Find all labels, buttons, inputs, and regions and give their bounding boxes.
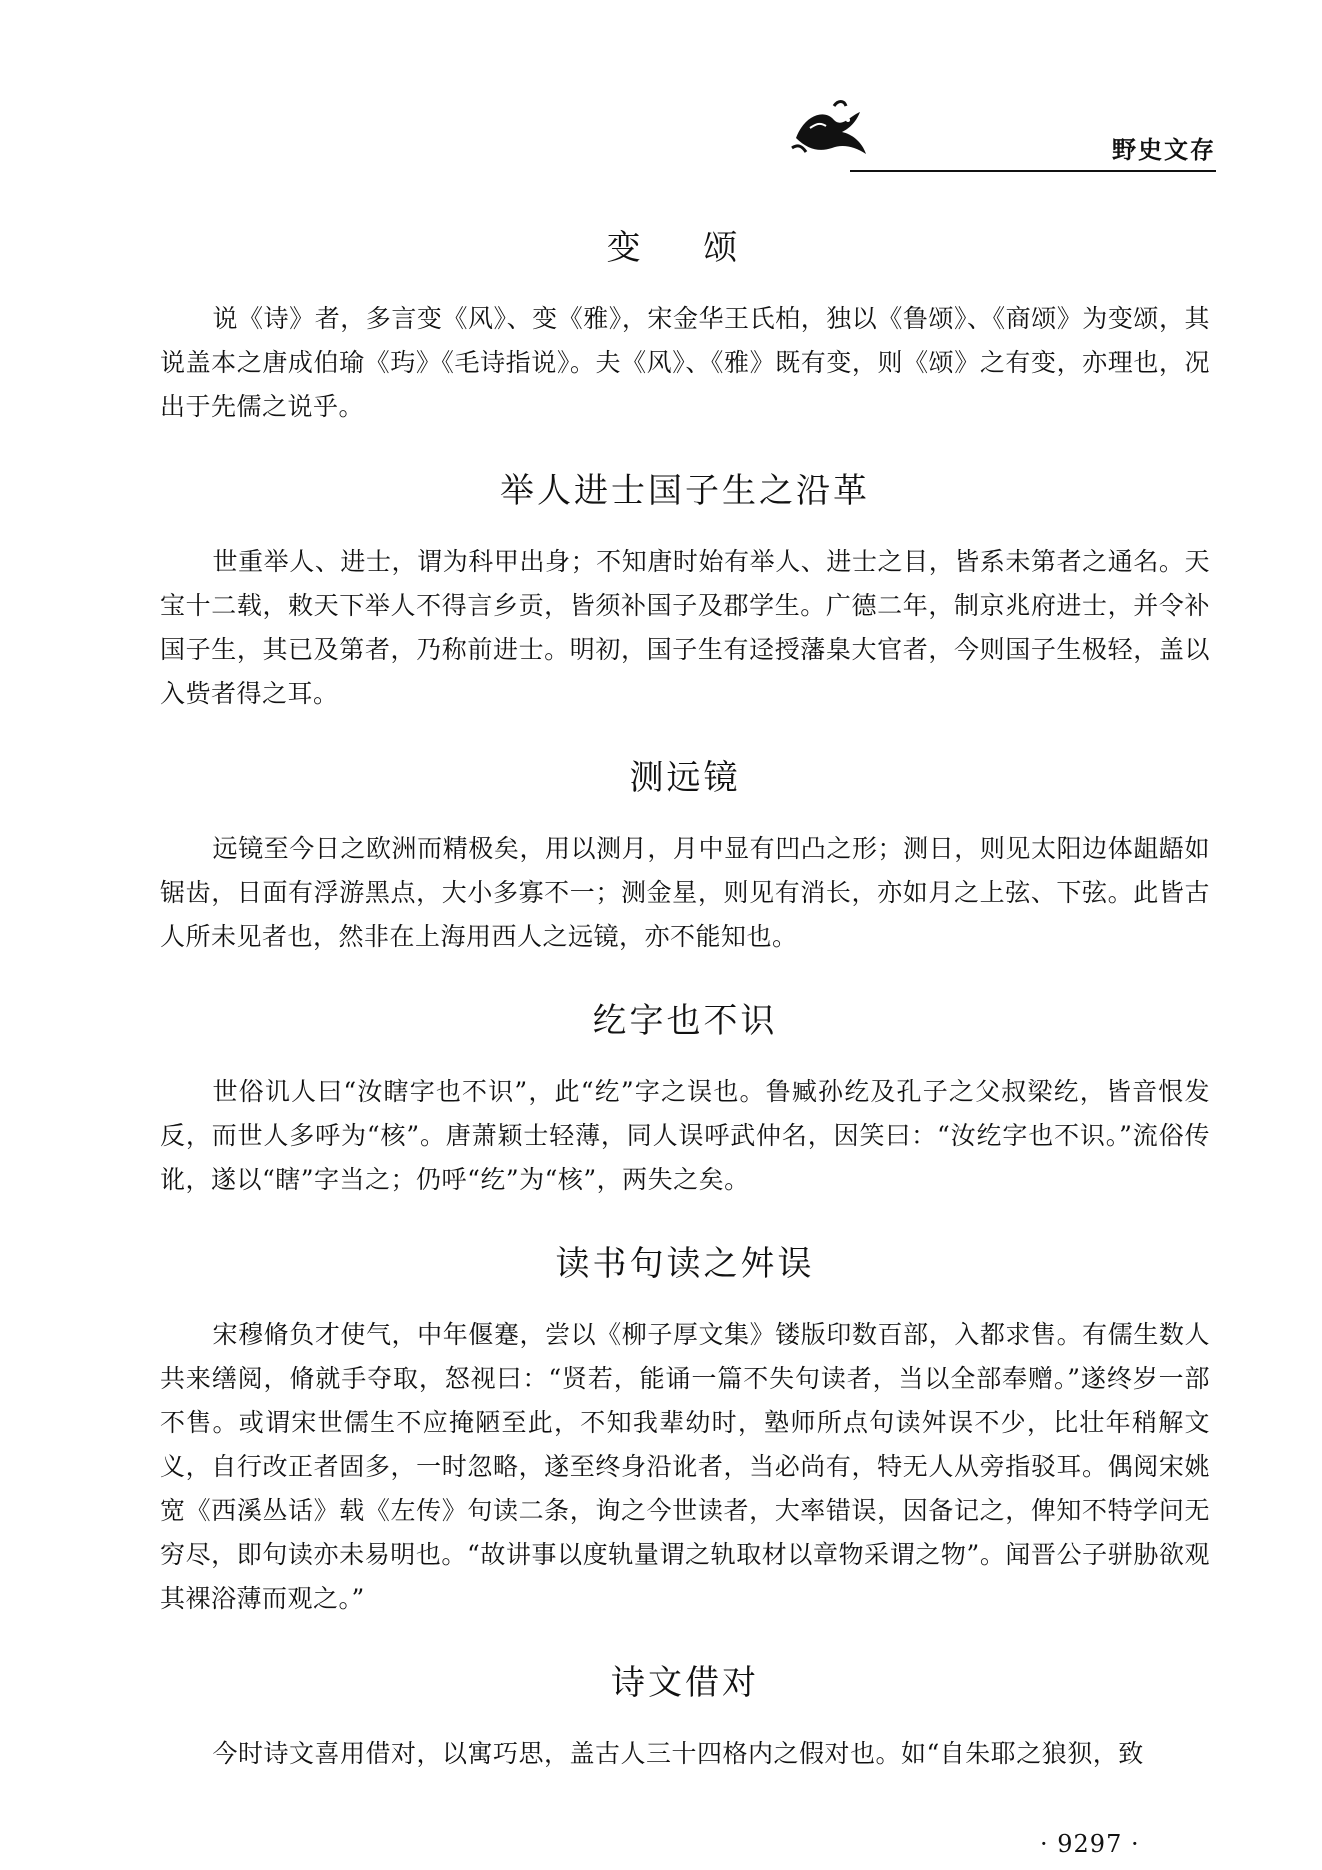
page-number: · 9297 · [1040, 1830, 1140, 1858]
section-paragraph: 世重举人、进士，谓为科甲出身；不知唐时始有举人、进士之目，皆系未第者之通名。天宝十二载，敕天下举人不得言乡贡，皆须补国子及郡学生。广德二年，制京兆府进士，并令补国子生，其已及第者，乃称前进士。明初，国子生有迳授藩臬大官者，今则国子生极轻，盖以入赀者得之耳。 [160, 547, 1210, 708]
section-title: 纥字也不识 [592, 1001, 778, 1041]
section-paragraph: 说《诗》者，多言变《风》、变《雅》，宋金华王氏柏，独以《鲁颂》、《商颂》为变颂，其说盖本之唐成伯瑜《玙》《毛诗指说》。夫《风》、《雅》既有变，则《颂》之有变，亦理也，况出于先儒之说乎。 [160, 304, 1210, 421]
section [160, 750, 1210, 959]
section-paragraph: 远镜至今日之欧洲而精极矣，用以测月，月中显有凹凸之形；测日，则见太阳边体龃龉如锯齿，日面有浮游黑点，大小多寡不一；测金星，则见有消长，亦如月之上弦、下弦。此皆古人所未见者也，然非在上海用西人之远镜，亦不能知也。 [160, 834, 1210, 951]
section [160, 993, 1210, 1202]
section [160, 1655, 1210, 1776]
section [160, 463, 1210, 716]
section-title: 变 颂 [606, 228, 764, 268]
section-paragraph: 宋穆脩负才使气，中年偃蹇，尝以《柳子厚文集》镂版印数百部，入都求售。有儒生数人共来缮阅，脩就手夺取，怒视曰：“贤若，能诵一篇不失句读者，当以全部奉赠。”遂终岁一部不售。或谓宋世儒生不应掩陋至此，不知我辈幼时，塾师所点句读舛误不少，比壮年稍解文义，自行改正者固多，一时忽略，遂至终身沿讹者，当必尚有，特无人从旁指驳耳。偶阅宋姚宽《西溪丛话》载《左传》句读二条，询之今世读者，大率错误，因备记之，俾知不特学问无穷尽，即句读亦未易明也。“故讲事以度轨量谓之轨取材以章物采谓之物”。闻晋公子骈胁欲观其裸浴薄而观之。” [160, 1320, 1210, 1613]
section-title: 测远镜 [629, 758, 741, 798]
page-body [160, 220, 1210, 1810]
section [160, 220, 1210, 429]
section [160, 1236, 1210, 1621]
section-title: 读书句读之舛误 [555, 1244, 815, 1284]
header-rule [850, 170, 1216, 172]
section-title: 诗文借对 [611, 1663, 759, 1703]
section-paragraph: 世俗讥人曰“汝瞎字也不识”，此“纥”字之误也。鲁臧孙纥及孔子之父叔梁纥，皆音恨发反，而世人多呼为“核”。唐萧颖士轻薄，同人误呼武仲名，因笑曰：“汝纥字也不识。”流俗传讹，遂以“瞎”字当之；仍呼“纥”为“核”，两失之矣。 [160, 1077, 1210, 1194]
section-title: 举人进士国子生之沿革 [500, 471, 870, 511]
dragon-emblem-icon [790, 98, 872, 164]
page-header [790, 92, 1216, 174]
series-title: 野史文存 [1112, 136, 1216, 164]
section-paragraph: 今时诗文喜用借对，以寓巧思，盖古人三十四格内之假对也。如“自朱耶之狼狈，致 [212, 1739, 1144, 1768]
